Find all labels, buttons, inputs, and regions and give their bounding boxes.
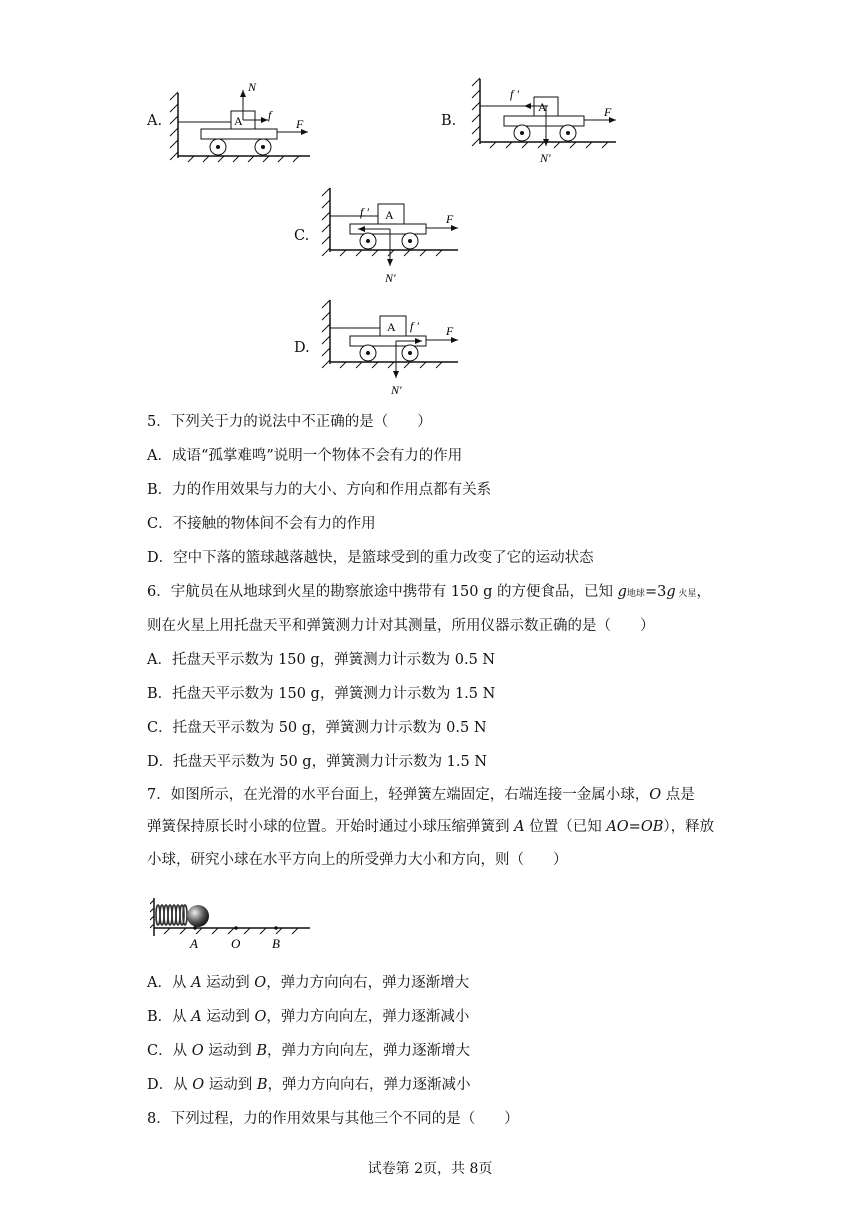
point-b-label: B [272,936,280,951]
force-label: F [446,324,454,338]
q7-stem-line1: 7．如图所示，在光滑的水平台面上，轻弹簧左端固定，右端连接一金属小球，O 点是 [147,787,695,803]
q6-stem-line1: 6．宇航员在从地球到火星的勘察旅途中携带有 150 g 的方便食品，已知 g地球=3g 火星， [147,584,711,600]
q7-option-b: B．从 A 运动到 O，弹力方向向左，弹力逐渐减小 [147,1009,470,1025]
np-label: N′ [540,151,551,165]
n-label: N [248,80,257,94]
q5-option-d: D．空中下落的篮球越落越快，是篮球受到的重力改变了它的运动状态 [147,550,594,566]
q7-option-c: C．从 O 运动到 B，弹力方向向左，弹力逐渐增大 [147,1043,470,1059]
figure-option-d [318,298,468,398]
fp-label: f ′ [360,205,369,219]
option-c-label: C. [294,228,310,244]
option-b-label: B. [441,113,457,129]
force-label: F [446,212,454,226]
f-label: f [268,108,272,122]
block-label: A [385,208,394,222]
option-d-label: D. [294,340,310,356]
force-label: F [604,105,612,119]
np-label: N′ [385,271,396,285]
figure-option-b [466,74,626,169]
q6-option-b: B．托盘天平示数为 150 g，弹簧测力计示数为 1.5 N [147,686,496,702]
q8-stem: 8．下列过程，力的作用效果与其他三个不同的是（ ） [147,1111,519,1127]
block-label: A [538,100,547,114]
np-label: N′ [391,383,402,397]
q7-stem-line3: 小球，研究小球在水平方向上的所受弹力大小和方向，则（ ） [147,852,568,868]
fp-label: f ′ [410,319,419,333]
block-label: A [387,320,396,334]
point-o-label: O [231,936,241,951]
q6-stem-line2: 则在火星上用托盘天平和弹簧测力计对其测量，所用仪器示数正确的是（ ） [147,618,655,634]
block-label: A [234,114,243,128]
q7-spring-figure [150,896,320,954]
q7-stem-line2: 弹簧保持原长时小球的位置。开始时通过小球压缩弹簧到 A 位置（已知 AO=OB），释放 [147,819,715,835]
point-a-label: A [190,936,198,951]
q6-option-a: A．托盘天平示数为 150 g，弹簧测力计示数为 0.5 N [147,652,496,668]
q5-option-a: A．成语“孤掌难鸣”说明一个物体不会有力的作用 [147,448,463,464]
figure-option-c [318,186,468,286]
figure-option-a [168,78,318,163]
force-label: F [296,117,304,131]
option-a-label: A. [147,113,163,129]
q7-option-a: A．从 A 运动到 O，弹力方向向右，弹力逐渐增大 [147,975,470,991]
q6-option-d: D．托盘天平示数为 50 g，弹簧测力计示数为 1.5 N [147,754,488,770]
page-footer: 试卷第 2页，共 8页 [367,1161,493,1177]
metal-ball [187,905,209,927]
fp-label: f ′ [510,87,519,101]
q6-option-c: C．托盘天平示数为 50 g，弹簧测力计示数为 0.5 N [147,720,487,736]
q5-option-b: B．力的作用效果与力的大小、方向和作用点都有关系 [147,482,492,498]
spring [156,905,187,925]
q7-option-d: D．从 O 运动到 B，弹力方向向右，弹力逐渐减小 [147,1077,471,1093]
q5-stem: 5．下列关于力的说法中不正确的是（ ） [147,414,432,430]
q5-option-c: C．不接触的物体间不会有力的作用 [147,516,376,532]
